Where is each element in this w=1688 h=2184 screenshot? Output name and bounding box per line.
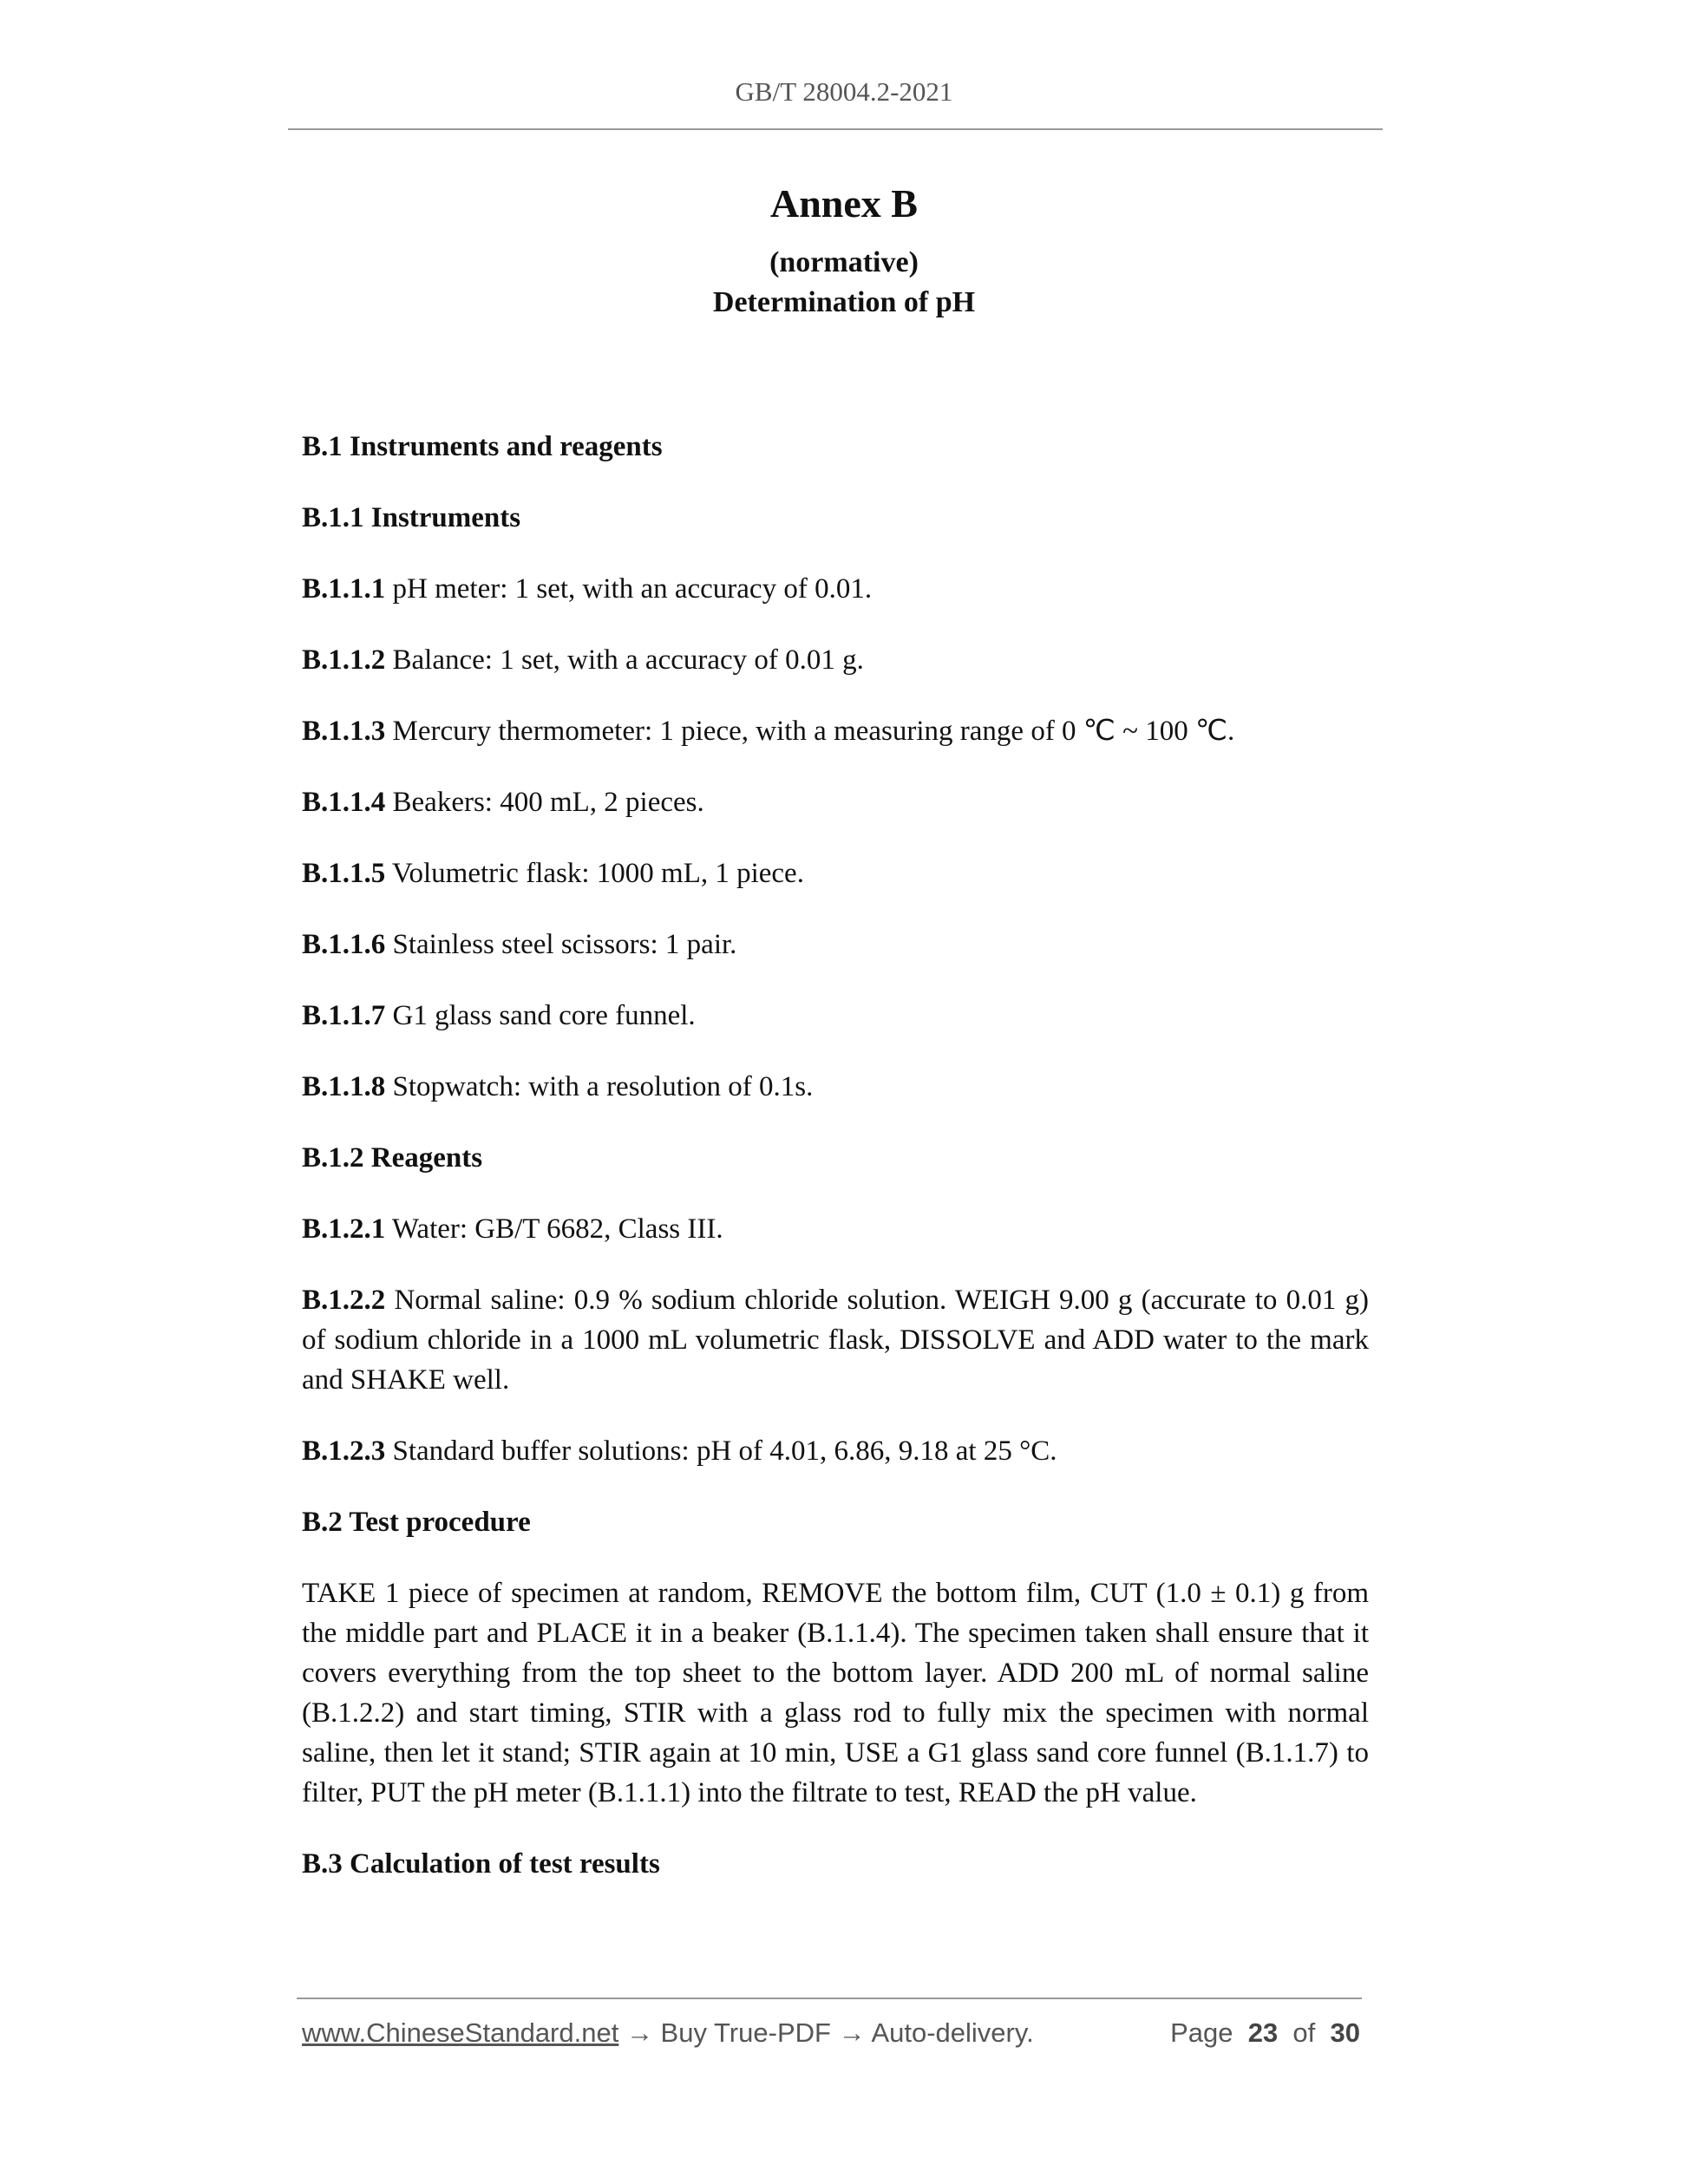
section-heading <box>302 427 1369 467</box>
clause-text: G1 glass sand core funnel. <box>385 1000 696 1031</box>
clause-paragraph <box>302 569 1369 609</box>
clause-number: B.1.1.1 <box>302 573 386 605</box>
clause-paragraph <box>302 853 1369 893</box>
clause-number: B.1.1.3 <box>302 716 386 747</box>
clause-number: B.1.1.8 <box>302 1071 386 1102</box>
of-label: of <box>1292 2017 1316 2048</box>
clause-paragraph <box>302 1209 1369 1249</box>
clause-text: Beakers: 400 mL, 2 pieces. <box>385 787 704 818</box>
footer <box>302 2017 1360 2049</box>
page-label: Page <box>1170 2017 1233 2048</box>
clause-text: TAKE 1 piece of specimen at random, REMOVE the bottom film, CUT (1.0 ± 0.1) g from the middle part and PLACE it in a beaker (B.1.1.4). The specimen taken shall ensure that it covers everything from the top sheet to the bottom layer. ADD 200 mL of normal saline (B.1.2.2) and start timing, STIR with a glass rod to fully mix the specimen with normal saline, then let it stand; STIR again at 10 min, USE a G1 glass sand core funnel (B.1.1.7) to filter, PUT the pH meter (B.1.1.1) into the filtrate to test, READ the pH value. <box>302 1578 1369 1808</box>
section-heading <box>302 1502 1369 1542</box>
clause-number: B.1.2.2 <box>302 1285 386 1316</box>
clause-text: Volumetric flask: 1000 mL, 1 piece. <box>385 858 804 889</box>
section-heading <box>302 498 1369 538</box>
clause-paragraph <box>302 996 1369 1036</box>
clause-text: Balance: 1 set, with a accuracy of 0.01 g. <box>385 644 864 676</box>
clause-paragraph <box>302 925 1369 964</box>
clause-number: B.1.1 Instruments <box>302 502 521 533</box>
clause-number: B.1.1.5 <box>302 858 386 889</box>
clause-paragraph <box>302 640 1369 680</box>
clause-number: B.1.1.6 <box>302 929 386 960</box>
clause-number: B.1.2 Reagents <box>302 1142 483 1174</box>
clause-text: pH meter: 1 set, with an accuracy of 0.01. <box>385 573 873 605</box>
clause-paragraph <box>302 711 1369 751</box>
header-divider <box>288 128 1383 130</box>
clause-text: Mercury thermometer: 1 piece, with a measuring range of 0 ℃ ~ 100 ℃. <box>385 716 1235 747</box>
clause-number: B.1.1.7 <box>302 1000 386 1031</box>
clause-number: B.1 Instruments and reagents <box>302 431 663 462</box>
clause-number: B.1.1.4 <box>302 787 386 818</box>
clause-paragraph <box>302 1280 1369 1400</box>
annex-type: (normative) <box>769 246 919 278</box>
annex-subject: Determination of pH <box>712 286 976 318</box>
annex-title: Annex B <box>770 181 918 226</box>
section-heading <box>302 1844 1369 1884</box>
clause-text: Standard buffer solutions: pH of 4.01, 6.86, 9.18 at 25 °C. <box>385 1435 1057 1467</box>
clause-text: Water: GB/T 6682, Class III. <box>385 1213 723 1245</box>
page-total: 30 <box>1330 2017 1360 2048</box>
clause-text: Stopwatch: with a resolution of 0.1s. <box>385 1071 814 1102</box>
document-body <box>302 427 1369 1915</box>
clause-number: B.1.2.1 <box>302 1213 386 1245</box>
clause-text: Stainless steel scissors: 1 pair. <box>385 929 737 960</box>
footer-tagline: → Buy True-PDF → Auto-delivery. <box>618 2017 1034 2048</box>
page-indicator <box>1170 2017 1360 2049</box>
clause-number: B.3 Calculation of test results <box>302 1848 660 1880</box>
website-link[interactable]: www.ChineseStandard.net <box>302 2017 619 2048</box>
page-current: 23 <box>1247 2017 1279 2048</box>
clause-paragraph <box>302 1431 1369 1471</box>
clause-paragraph <box>302 782 1369 822</box>
clause-paragraph <box>302 1573 1369 1813</box>
clause-text: Normal saline: 0.9 % sodium chloride solution. WEIGH 9.00 g (accurate to 0.01 g) of sodium chloride in a 1000 mL volumetric flask, DISSOLVE and ADD water to the mark and SHAKE well. <box>302 1285 1369 1396</box>
section-heading <box>302 1138 1369 1178</box>
clause-paragraph <box>302 1067 1369 1107</box>
clause-number: B.1.1.2 <box>302 644 386 676</box>
footer-divider <box>297 1998 1362 1999</box>
clause-number: B.2 Test procedure <box>302 1507 531 1538</box>
clause-number: B.1.2.3 <box>302 1435 386 1467</box>
document-header: GB/T 28004.2-2021 <box>735 76 953 107</box>
